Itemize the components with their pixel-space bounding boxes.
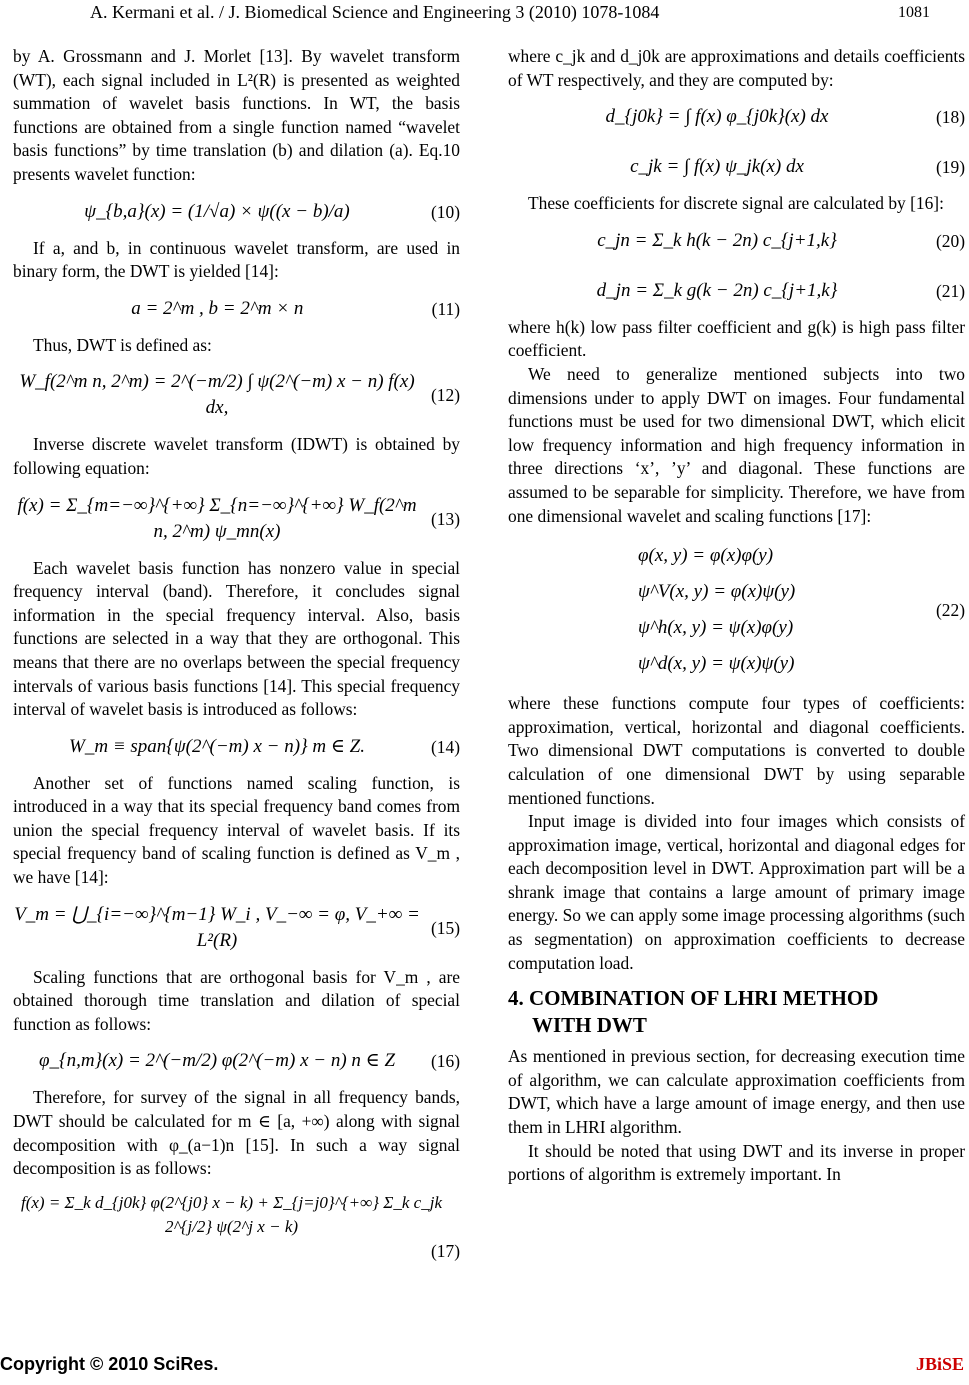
equation-number: (17) bbox=[431, 1240, 460, 1261]
equation-22-line: ψ^V(x, y) = φ(x)ψ(y) bbox=[638, 581, 796, 603]
page-number: 1081 bbox=[898, 4, 930, 21]
equation-number: (16) bbox=[431, 1051, 460, 1072]
equation-13: f(x) = Σ_{m=−∞}^{+∞} Σ_{n=−∞}^{+∞} W_f(2^m n, 2^m) ψ_mn(x) bbox=[17, 494, 417, 542]
equation-row bbox=[13, 369, 460, 421]
equation-number: (13) bbox=[431, 508, 460, 529]
paragraph: Scaling functions that are orthogonal basis for V_m , are obtained thorough time translation and dilation of special function as follows: bbox=[13, 966, 460, 1034]
equation-row bbox=[13, 734, 460, 760]
section-heading-cont: WITH DWT bbox=[532, 1013, 647, 1038]
equation-row bbox=[508, 278, 965, 304]
equation-17: f(x) = Σ_k d_{j0k} φ(2^{j0} x − k) + Σ_{j=j0}^{+∞} Σ_k c_jk 2^{j/2} ψ(2^j x − k) bbox=[20, 1192, 442, 1236]
paragraph: by A. Grossmann and J. Morlet [13]. By wavelet transform (WT), each signal included in L²(R) is presented as weighted summation of wavelet basis functions. In WT, the basis functions are obtained from a single function named “wavelet basis functions” by time translation (b) and dilation (a). Eq.10 presents wavelet function: bbox=[13, 46, 460, 184]
equation-number: (10) bbox=[431, 201, 460, 222]
equation-22-line: ψ^h(x, y) = ψ(x)φ(y) bbox=[638, 617, 794, 639]
equation-number: (11) bbox=[431, 298, 460, 319]
equation-row bbox=[13, 296, 460, 322]
equation-row bbox=[13, 902, 460, 954]
equation-number: (14) bbox=[431, 736, 460, 757]
copyright: Copyright © 2010 SciRes. bbox=[0, 1354, 219, 1374]
equation-22-line: φ(x, y) = φ(x)φ(y) bbox=[638, 545, 774, 567]
paragraph: If a, and b, in continuous wavelet transform, are used in binary form, the DWT is yielded [14]: bbox=[13, 237, 460, 282]
paragraph: Input image is divided into four images which consists of approximation image, vertical, horizontal and diagonal edges for each decomposition level in DWT. Approximation part will be a shrank image that contains a large amount of primary image energy. So we can apply some image processing algorithms (such as segmentation) on approximation coefficients to decrease computation load. bbox=[508, 811, 965, 973]
left-column bbox=[13, 45, 460, 1263]
running-header bbox=[0, 2, 969, 26]
equation-21: d_jn = Σ_k g(k − 2n) c_{j+1,k} bbox=[596, 279, 838, 301]
paragraph: As mentioned in previous section, for decreasing execution time of algorithm, we can calculate approximation coefficients from DWT, which have a large amount of image energy, and then use them in LHRI algorithm. bbox=[508, 1046, 965, 1138]
equation-row bbox=[13, 1191, 460, 1263]
equation-number: (18) bbox=[936, 107, 965, 128]
paragraph: where these functions compute four types of coefficients: approximation, vertical, horizontal and diagonal coefficients. Two dimensional DWT computations is converted to double calculation of one dimensional DWT by using separable mentioned functions. bbox=[508, 693, 965, 808]
header-title: A. Kermani et al. / J. Biomedical Science and Engineering 3 (2010) 1078-1084 bbox=[90, 2, 660, 22]
equation-number: (22) bbox=[936, 600, 965, 621]
equation-11: a = 2^m , b = 2^m × n bbox=[131, 297, 304, 319]
equation-18: d_{j0k} = ∫ f(x) φ_{j0k}(x) dx bbox=[605, 106, 829, 128]
paragraph: Another set of functions named scaling function, is introduced in a way that its special frequency band comes from union the special frequency interval of wavelet basis. If its special frequency band of scaling function is defined as V_m , we have [14]: bbox=[13, 772, 460, 888]
paragraph: It should be noted that using DWT and its inverse in proper portions of algorithm is extremely important. In bbox=[508, 1140, 965, 1185]
equation-16: φ_{n,m}(x) = 2^(−m/2) φ(2^(−m) x − n) n ∈ Z bbox=[38, 1050, 396, 1072]
equation-number: (19) bbox=[936, 157, 965, 178]
equation-number: (12) bbox=[431, 385, 460, 406]
paragraph: Therefore, for survey of the signal in all frequency bands, DWT should be calculated for m ∈ [a, +∞) along with signal decomposition with φ_(a−1)n [15]. In such a way signal decomposition is as follows: bbox=[13, 1087, 460, 1179]
journal-logo: JBiSE bbox=[916, 1354, 965, 1374]
right-column bbox=[508, 45, 965, 1187]
equation-22-line: ψ^d(x, y) = ψ(x)ψ(y) bbox=[638, 653, 795, 675]
equation-22 bbox=[508, 538, 965, 682]
equation-row bbox=[13, 493, 460, 545]
equation-20: c_jn = Σ_k h(k − 2n) c_{j+1,k} bbox=[597, 229, 837, 251]
equation-10: ψ_{b,a}(x) = (1/√a) × ψ((x − b)/a) bbox=[84, 200, 350, 222]
equation-12: W_f(2^m n, 2^m) = 2^(−m/2) ∫ ψ(2^(−m) x − n) f(x) dx, bbox=[19, 371, 415, 419]
paragraph: We need to generalize mentioned subjects into two dimensions under to apply DWT on images. Four fundamental functions must be used for two dimensional DWT, which elicit low frequency information and high frequency information in three directions ‘x’, ’y’ and diagonal. These functions are assumed to be separable for simplicity. Therefore, we have from one dimensional wavelet and scaling functions [17]: bbox=[508, 363, 965, 526]
paragraph: These coefficients for discrete signal are calculated by [16]: bbox=[528, 193, 944, 214]
equation-row bbox=[13, 1048, 460, 1074]
paragraph: where h(k) low pass filter coefficient and g(k) is high pass filter coefficient. bbox=[508, 316, 965, 361]
equation-number: (20) bbox=[936, 230, 965, 251]
paragraph: Each wavelet basis function has nonzero value in special frequency interval (band). Therefore, it concludes signal information in the special frequency interval. Also, basis functions are selected in a way that they are orthogonal. This means that there are no overlaps between the special frequency intervals of various basis functions [14]. This special frequency interval of wavelet basis is introduced as follows: bbox=[13, 557, 460, 720]
equation-15: V_m = ⋃_{i=−∞}^{m−1} W_i , V_−∞ = φ, V_+∞ = L²(R) bbox=[14, 903, 420, 951]
equation-number: (21) bbox=[936, 280, 965, 301]
paragraph: where c_jk and d_j0k are approximations and details coefficients of WT respectively, and they are computed by: bbox=[508, 46, 965, 90]
equation-row bbox=[508, 154, 965, 180]
section-heading: 4. COMBINATION OF LHRI METHOD bbox=[508, 986, 879, 1011]
equation-19: c_jk = ∫ f(x) ψ_jk(x) dx bbox=[630, 156, 804, 178]
equation-row bbox=[508, 104, 965, 130]
equation-row bbox=[508, 228, 965, 254]
equation-row bbox=[13, 199, 460, 225]
equation-14: W_m ≡ span{ψ(2^(−m) x − n)} m ∈ Z. bbox=[69, 735, 365, 757]
paragraph: Inverse discrete wavelet transform (IDWT) is obtained by following equation: bbox=[13, 434, 460, 478]
paragraph: Thus, DWT is defined as: bbox=[33, 334, 212, 355]
equation-number: (15) bbox=[431, 917, 460, 938]
section-heading-block bbox=[508, 985, 965, 1039]
